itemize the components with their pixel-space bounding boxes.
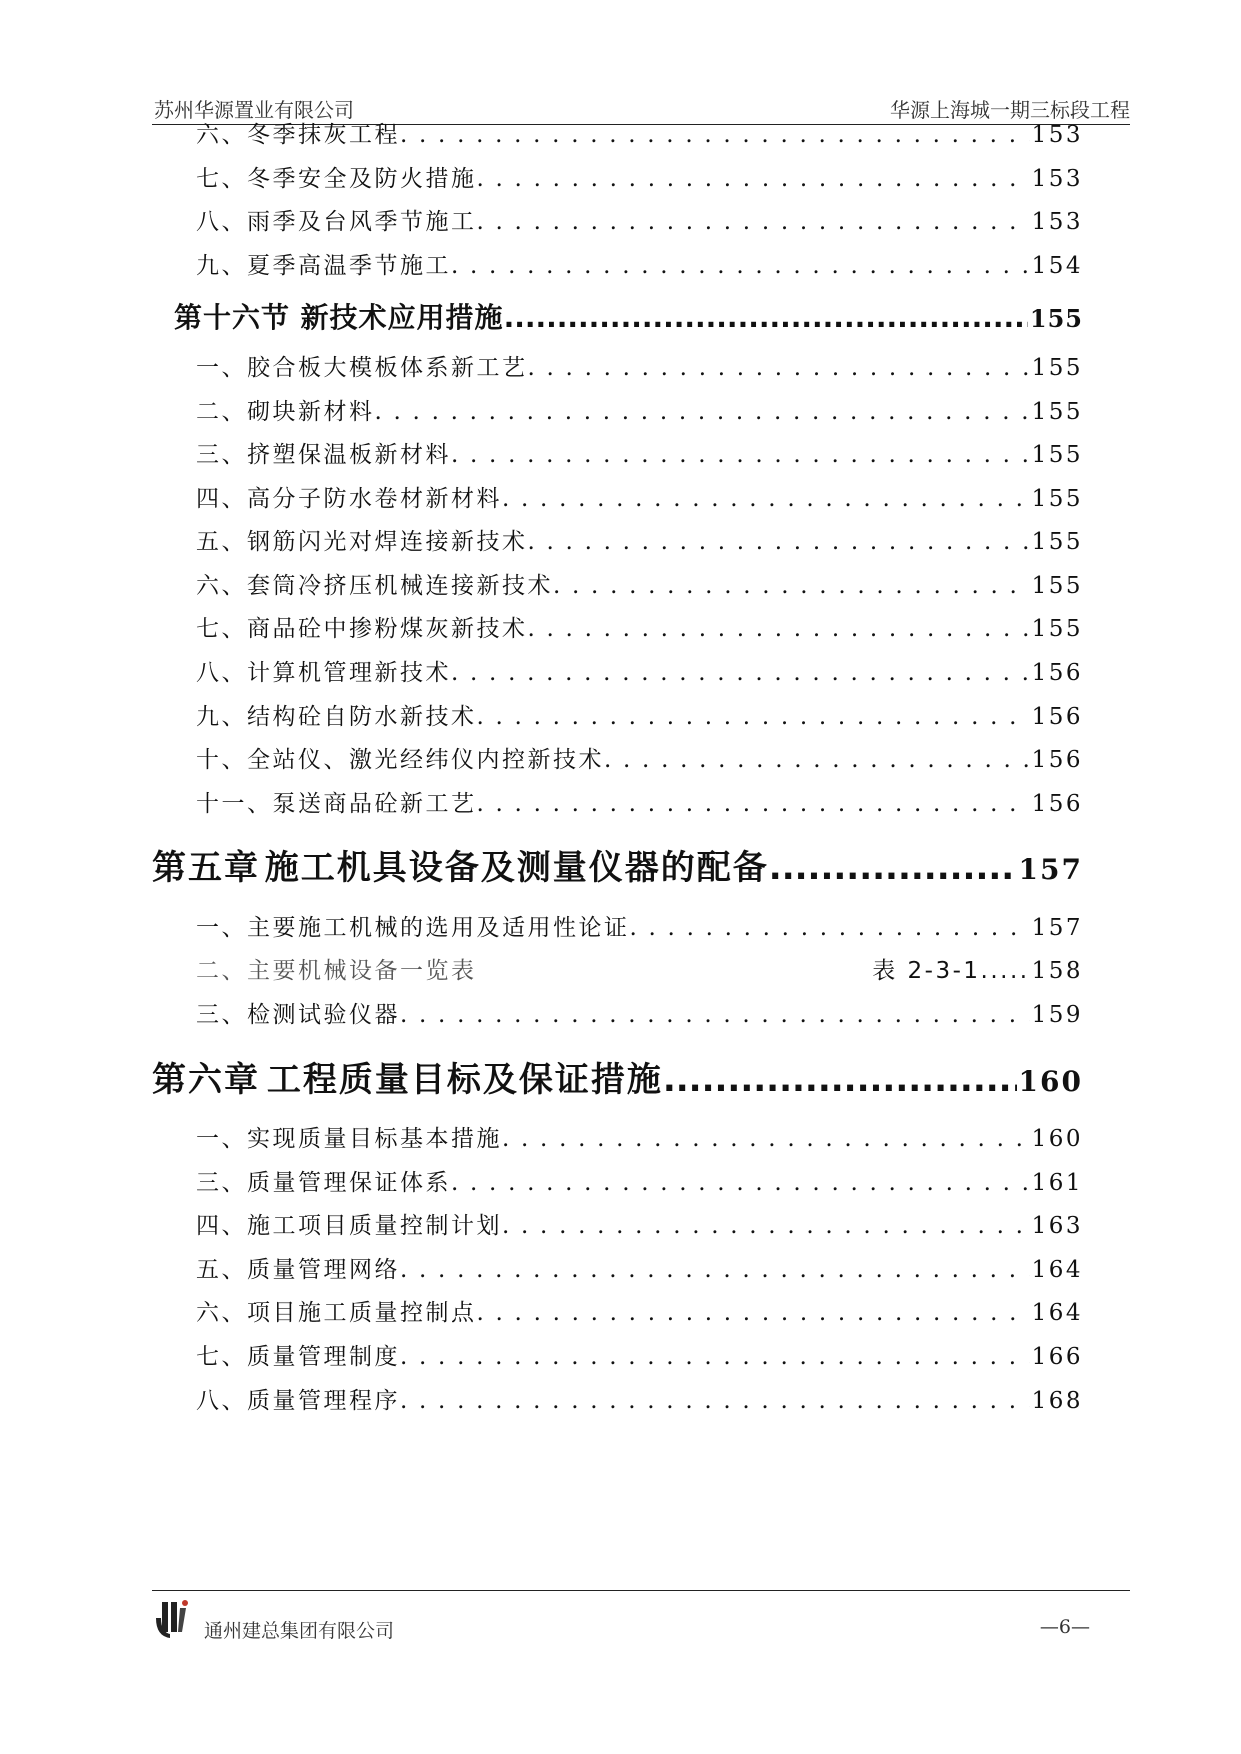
toc-entry-title: 七、商品砼中掺粉煤灰新技术 (196, 616, 528, 642)
toc-entry[interactable] (196, 480, 1083, 513)
toc-entry[interactable] (196, 247, 1083, 280)
toc-leader (375, 399, 1030, 425)
toc-leader (477, 704, 1030, 730)
toc-entry-page: 156 (1031, 791, 1083, 817)
toc-entry-title: 五、钢筋闪光对焊连接新技术 (196, 529, 528, 555)
toc-entry-title: 二、砌块新材料 (196, 399, 375, 425)
toc-entry[interactable] (196, 349, 1083, 382)
toc-entry-page: 155 (1031, 486, 1083, 512)
toc-entry-page: 163 (1031, 1213, 1083, 1239)
toc-chapter-number: 第六章 (152, 1060, 260, 1100)
toc-section-number: 第十六节 (174, 301, 291, 334)
toc-entry-title: 九、结构砼自防水新技术 (196, 704, 477, 730)
toc-leader (400, 1257, 1030, 1283)
toc-leader (769, 848, 1017, 888)
toc-leader (502, 1126, 1030, 1152)
toc-entry[interactable] (196, 1294, 1083, 1327)
toc-leader: ..... (980, 958, 1030, 984)
toc-section-entry[interactable] (174, 296, 1083, 336)
toc-leader (477, 791, 1030, 817)
toc-entry[interactable] (196, 952, 1083, 985)
toc-entry-page: 158 (1031, 958, 1083, 984)
toc-leader (504, 301, 1028, 334)
toc-entry[interactable] (196, 1207, 1083, 1240)
toc-entry-title: 十一、泵送商品砼新工艺 (196, 791, 477, 817)
toc-leader (502, 486, 1030, 512)
toc-entry-title: 六、项目施工质量控制点 (196, 1300, 477, 1326)
toc-leader (477, 209, 1030, 235)
toc-entry-page: 159 (1031, 1002, 1083, 1028)
toc-leader (477, 166, 1030, 192)
toc-entry-title: 七、冬季安全及防火措施 (196, 166, 477, 192)
toc-entry-title: 四、高分子防水卷材新材料 (196, 486, 502, 512)
page-number: —6— (1039, 1616, 1090, 1638)
toc-entry-page: 153 (1031, 122, 1083, 148)
toc-leader (604, 747, 1030, 773)
toc-entry-page: 168 (1031, 1388, 1083, 1414)
toc-entry-title: 五、质量管理网络 (196, 1257, 400, 1283)
header-client: 苏州华源置业有限公司 (154, 98, 354, 122)
toc-entry[interactable] (196, 1164, 1083, 1197)
toc-chapter-entry[interactable] (152, 840, 1083, 889)
toc-entry[interactable] (196, 741, 1083, 774)
toc-leader (451, 253, 1030, 279)
toc-entry[interactable] (196, 698, 1083, 731)
toc-leader (477, 1300, 1030, 1326)
toc-entry-page: 157 (1031, 915, 1083, 941)
toc-entry[interactable] (196, 393, 1083, 426)
toc-entry-page: 157 (1018, 853, 1083, 886)
toc-entry-page: 164 (1031, 1300, 1083, 1326)
toc-entry-title: 三、质量管理保证体系 (196, 1170, 451, 1196)
toc-entry-title: 九、夏季高温季节施工 (196, 253, 451, 279)
toc-entry-page: 153 (1031, 166, 1083, 192)
toc-entry-page: 153 (1031, 209, 1083, 235)
page-footer (152, 1598, 1130, 1648)
toc-entry[interactable] (196, 436, 1083, 469)
toc-entry-title: 六、冬季抹灰工程 (196, 122, 400, 148)
toc-leader (400, 122, 1030, 148)
toc-entry[interactable] (196, 160, 1083, 193)
toc-entry-title: 八、雨季及台风季节施工 (196, 209, 477, 235)
toc-entry-page: 155 (1031, 529, 1083, 555)
toc-entry-title: 八、质量管理程序 (196, 1388, 400, 1414)
company-logo-icon (152, 1598, 192, 1642)
toc-chapter-entry[interactable] (152, 1052, 1083, 1101)
toc-entry[interactable] (196, 567, 1083, 600)
toc-entry-title: 六、套筒冷挤压机械连接新技术 (196, 573, 553, 599)
toc-entry-title: 十、全站仪、激光经纬仪内控新技术 (196, 747, 604, 773)
toc-entry[interactable] (196, 203, 1083, 236)
toc-entry-page: 156 (1031, 704, 1083, 730)
toc-leader (502, 1213, 1030, 1239)
toc-leader (451, 442, 1030, 468)
toc-entry-page: 155 (1029, 304, 1083, 333)
header-project: 华源上海城一期三标段工程 (890, 98, 1130, 122)
toc-entry-title: 一、主要施工机械的选用及适用性论证 (196, 915, 630, 941)
toc-entry-page: 164 (1031, 1257, 1083, 1283)
toc-leader (528, 529, 1030, 555)
toc-table-reference: 表 2-3-1 (872, 958, 981, 984)
toc-entry-title: 七、质量管理制度 (196, 1344, 400, 1370)
toc-entry-page: 155 (1031, 442, 1083, 468)
toc-entry-title: 一、胶合板大模板体系新工艺 (196, 355, 528, 381)
toc-entry-page: 155 (1031, 573, 1083, 599)
toc-leader (400, 1388, 1030, 1414)
toc-leader (630, 915, 1030, 941)
toc-leader (553, 573, 1030, 599)
toc-section-title: 新技术应用措施 (300, 301, 504, 334)
toc-entry-title: 三、挤塑保温板新材料 (196, 442, 451, 468)
toc-entry[interactable] (196, 785, 1083, 818)
toc-entry-title: 一、实现质量目标基本措施 (196, 1126, 502, 1152)
footer-divider (152, 1590, 1130, 1591)
toc-entry[interactable] (196, 996, 1083, 1029)
toc-leader (528, 616, 1030, 642)
toc-entry-title: 二、主要机械设备一览表 (196, 958, 477, 984)
toc-entry[interactable] (196, 1382, 1083, 1415)
toc-leader (528, 355, 1030, 381)
toc-entry-page: 155 (1031, 355, 1083, 381)
toc-entry[interactable] (196, 1251, 1083, 1284)
toc-entry[interactable] (196, 523, 1083, 556)
toc-entry[interactable] (196, 116, 1083, 149)
toc-entry-page: 160 (1018, 1065, 1083, 1098)
toc-entry-page: 156 (1031, 747, 1083, 773)
toc-entry-title: 八、计算机管理新技术 (196, 660, 451, 686)
toc-entry[interactable] (196, 909, 1083, 942)
toc-entry[interactable] (196, 654, 1083, 687)
toc-chapter-title: 工程质量目标及保证措施 (266, 1060, 663, 1100)
toc-leader (451, 1170, 1030, 1196)
toc-leader (400, 1344, 1030, 1370)
toc-leader (663, 1060, 1017, 1100)
toc-entry-page: 166 (1031, 1344, 1083, 1370)
toc-entry-page: 154 (1031, 253, 1083, 279)
toc-leader (400, 1002, 1030, 1028)
toc-entry-page: 156 (1031, 660, 1083, 686)
toc-entry[interactable] (196, 610, 1083, 643)
footer-company: 通州建总集团有限公司 (204, 1620, 395, 1642)
toc-entry-page: 160 (1031, 1126, 1083, 1152)
toc-entry-title: 三、检测试验仪器 (196, 1002, 400, 1028)
toc-entry-page: 161 (1031, 1170, 1083, 1196)
toc-entry[interactable] (196, 1120, 1083, 1153)
toc-entry[interactable] (196, 1338, 1083, 1371)
toc-chapter-title: 施工机具设备及测量仪器的配备 (264, 848, 769, 888)
toc-chapter-number: 第五章 (152, 848, 260, 888)
toc-entry-title: 四、施工项目质量控制计划 (196, 1213, 502, 1239)
toc-entry-page: 155 (1031, 616, 1083, 642)
toc-entry-page: 155 (1031, 399, 1083, 425)
toc-leader (451, 660, 1030, 686)
